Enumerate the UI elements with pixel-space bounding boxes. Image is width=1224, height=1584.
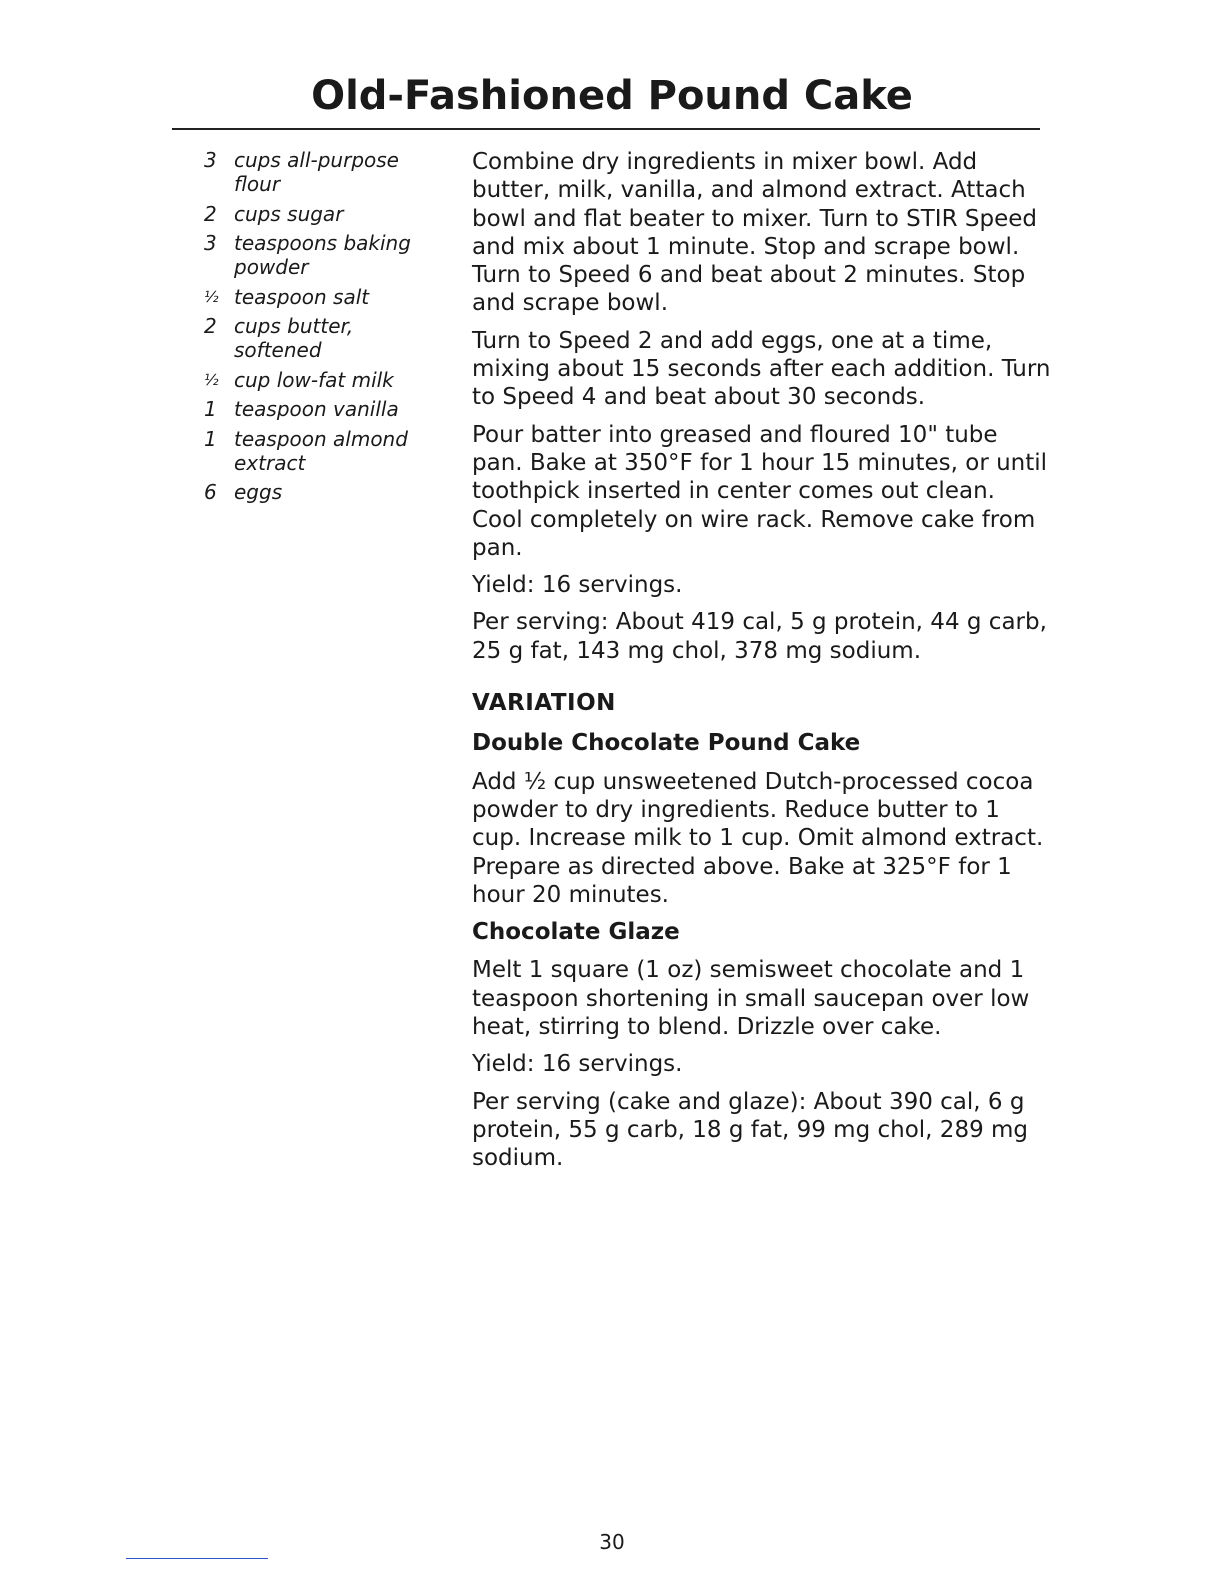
ingredient-name: cup low-fat milk [234,367,394,392]
glaze-nutrition-text: Per serving (cake and glaze): About 390 cal, 6 g protein, 55 g carb, 18 g fat, 99 mg chol, 289 mg sodium. [472,1088,1029,1172]
footer-rule [126,1558,268,1559]
page-title: Old-Fashioned Pound Cake [311,73,913,119]
yield-text: Yield: 16 servings. [472,572,683,599]
ingredient-quantity: 1 [204,426,217,451]
ingredient-name: teaspoon vanilla [234,397,399,421]
double-chocolate-text: Add ½ cup unsweetened Dutch-processed cocoa powder to dry ingredients. Reduce butter to 1 cup. Increase milk to 1 cup. Omit almond extract. Prepare as directed above. Bake at 325°F for 1 hour 20 minutes. [472,768,1044,908]
ingredient-quantity: ½ [204,370,219,389]
ingredient-name: cups butter, softened [234,314,354,362]
nutrition-text: Per serving: About 419 cal, 5 g protein, 44 g carb, 25 g fat, 143 mg chol, 378 mg sodium. [472,609,1047,664]
ingredient-item [196,427,446,475]
page-number: 30 [599,1530,625,1554]
chocolate-glaze-heading: Chocolate Glaze [472,919,680,946]
ingredient-item [196,231,446,279]
ingredient-name: teaspoon almond extract [234,426,408,475]
ingredient-item [196,202,446,226]
double-chocolate-heading: Double Chocolate Pound Cake [472,730,861,757]
ingredient-item [196,314,446,362]
direction-paragraph: Turn to Speed 2 and add eggs, one at a time, mixing about 15 seconds after each addition. Turn to Speed 4 and beat about 30 seconds. [472,327,1051,411]
ingredient-item [196,285,446,309]
glaze-yield-text: Yield: 16 servings. [472,1051,683,1078]
ingredient-quantity: 3 [204,148,217,172]
ingredient-item [196,397,446,421]
direction-paragraph: Pour batter into greased and floured 10" tube pan. Bake at 350°F for 1 hour 15 minutes, or until toothpick inserted in center comes out clean. Cool completely on wire rack. Remove cake from pan. [472,421,1048,561]
title-divider [172,128,1040,130]
ingredient-name: eggs [234,480,283,504]
ingredient-name: teaspoon salt [234,284,370,309]
ingredient-name: cups sugar [234,201,344,226]
ingredient-quantity: 1 [204,397,217,421]
ingredient-name: cups all-purpose flour [234,148,399,196]
ingredient-name: teaspoons baking powder [234,231,411,279]
ingredient-quantity: 6 [204,480,217,504]
ingredient-item [196,368,446,392]
recipe-body [472,148,1052,1182]
ingredient-item [196,148,446,196]
ingredient-quantity: ½ [204,287,219,306]
ingredient-quantity: 2 [204,314,217,338]
chocolate-glaze-text: Melt 1 square (1 oz) semisweet chocolate and 1 teaspoon shortening in small saucepan over low heat, stirring to blend. Drizzle over cake. [472,957,1030,1041]
direction-paragraph: Combine dry ingredients in mixer bowl. Add butter, milk, vanilla, and almond extract. Attach bowl and flat beater to mixer. Turn to STIR Speed and mix about 1 minute. Stop and scrape bowl. Turn to Speed 6 and beat about 2 minutes. Stop and scrape bowl. [472,149,1037,317]
ingredient-quantity: 3 [204,231,217,255]
variation-heading: VARIATION [472,690,616,717]
ingredient-quantity: 2 [204,201,217,226]
ingredient-item [196,480,446,504]
ingredient-list [196,148,446,510]
